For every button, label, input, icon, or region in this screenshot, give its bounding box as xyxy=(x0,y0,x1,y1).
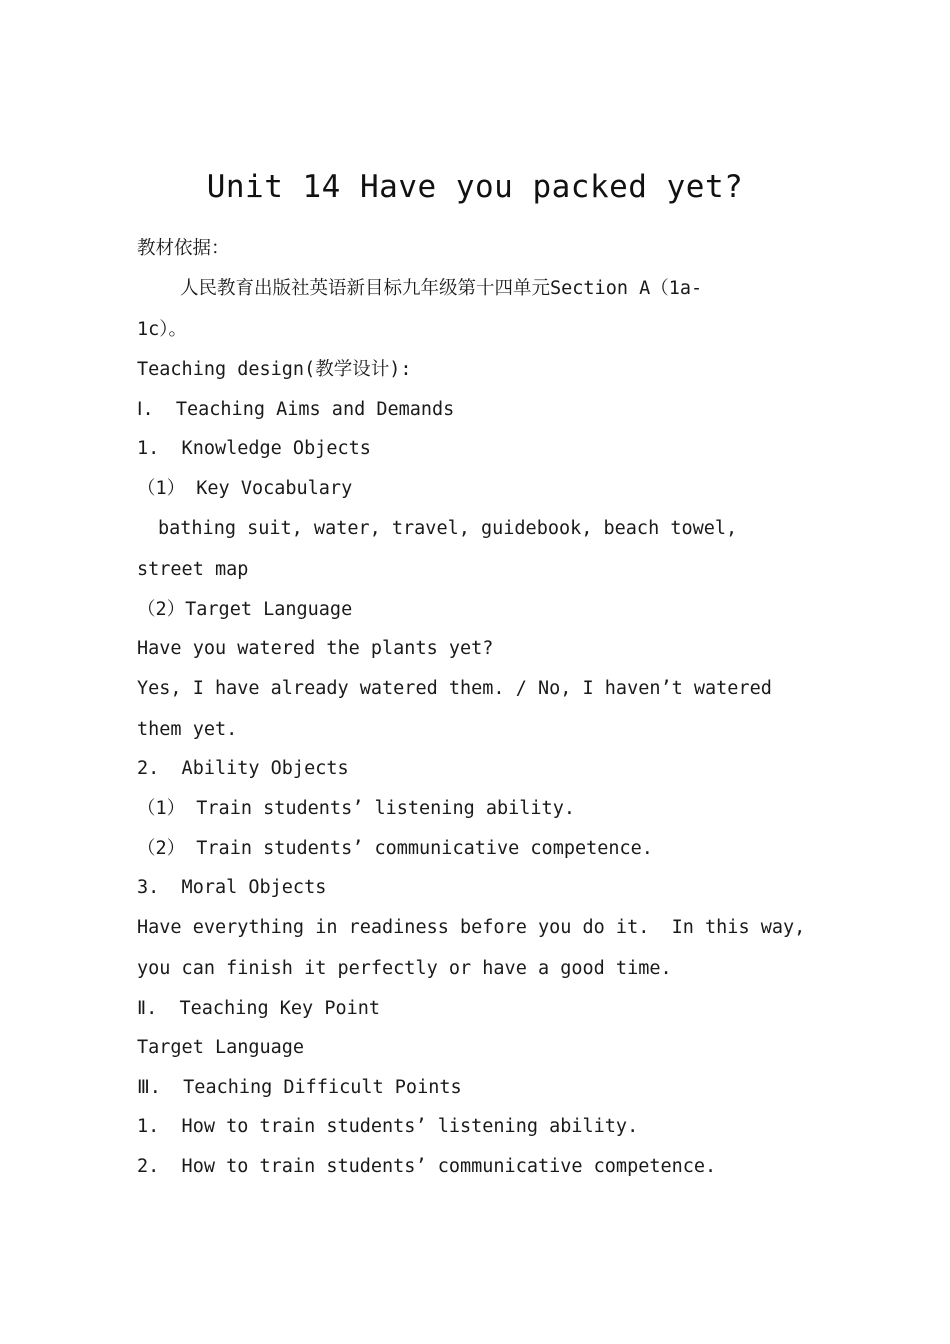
knowledge-objects-heading: 1. Knowledge Objects xyxy=(137,438,371,459)
section-1-heading: Ⅰ. Teaching Aims and Demands xyxy=(137,399,455,420)
target-language-answer: Yes, I have already watered them. / No, I haven’t watered xyxy=(137,678,772,699)
textbook-basis-text: 人民教育出版社英语新目标九年级第十四单元Section A（1a- xyxy=(180,278,703,299)
moral-objects-heading: 3. Moral Objects xyxy=(137,877,327,898)
key-vocabulary-heading: （1） Key Vocabulary xyxy=(137,478,353,499)
section-2-heading: Ⅱ. Teaching Key Point xyxy=(137,998,381,1019)
moral-objects-text-cont: you can finish it perfectly or have a good time. xyxy=(137,958,672,979)
vocabulary-list: bathing suit, water, travel, guidebook, beach towel, xyxy=(158,518,738,539)
teaching-design-heading: Teaching design(教学设计): xyxy=(137,359,412,380)
textbook-basis-label: 教材依据： xyxy=(137,238,230,259)
ability-objective-1: （1） Train students’ listening ability. xyxy=(137,798,575,819)
target-language-question: Have you watered the plants yet? xyxy=(137,638,494,659)
target-language-answer-cont: them yet. xyxy=(137,719,238,740)
target-language-heading: （2）Target Language xyxy=(137,599,353,620)
ability-objective-2: （2） Train students’ communicative competence. xyxy=(137,838,653,859)
vocabulary-list-cont: street map xyxy=(137,559,249,580)
document-title: Unit 14 Have you packed yet? xyxy=(206,169,744,205)
moral-objects-text: Have everything in readiness before you do it. In this way, xyxy=(137,917,806,938)
difficult-point-1: 1. How to train students’ listening ability. xyxy=(137,1116,639,1137)
difficult-point-2: 2. How to train students’ communicative competence. xyxy=(137,1156,717,1177)
ability-objects-heading: 2. Ability Objects xyxy=(137,758,349,779)
textbook-basis-text-cont: 1c）。 xyxy=(137,319,188,340)
section-3-heading: Ⅲ. Teaching Difficult Points xyxy=(137,1077,462,1098)
key-point-text: Target Language xyxy=(137,1037,305,1058)
